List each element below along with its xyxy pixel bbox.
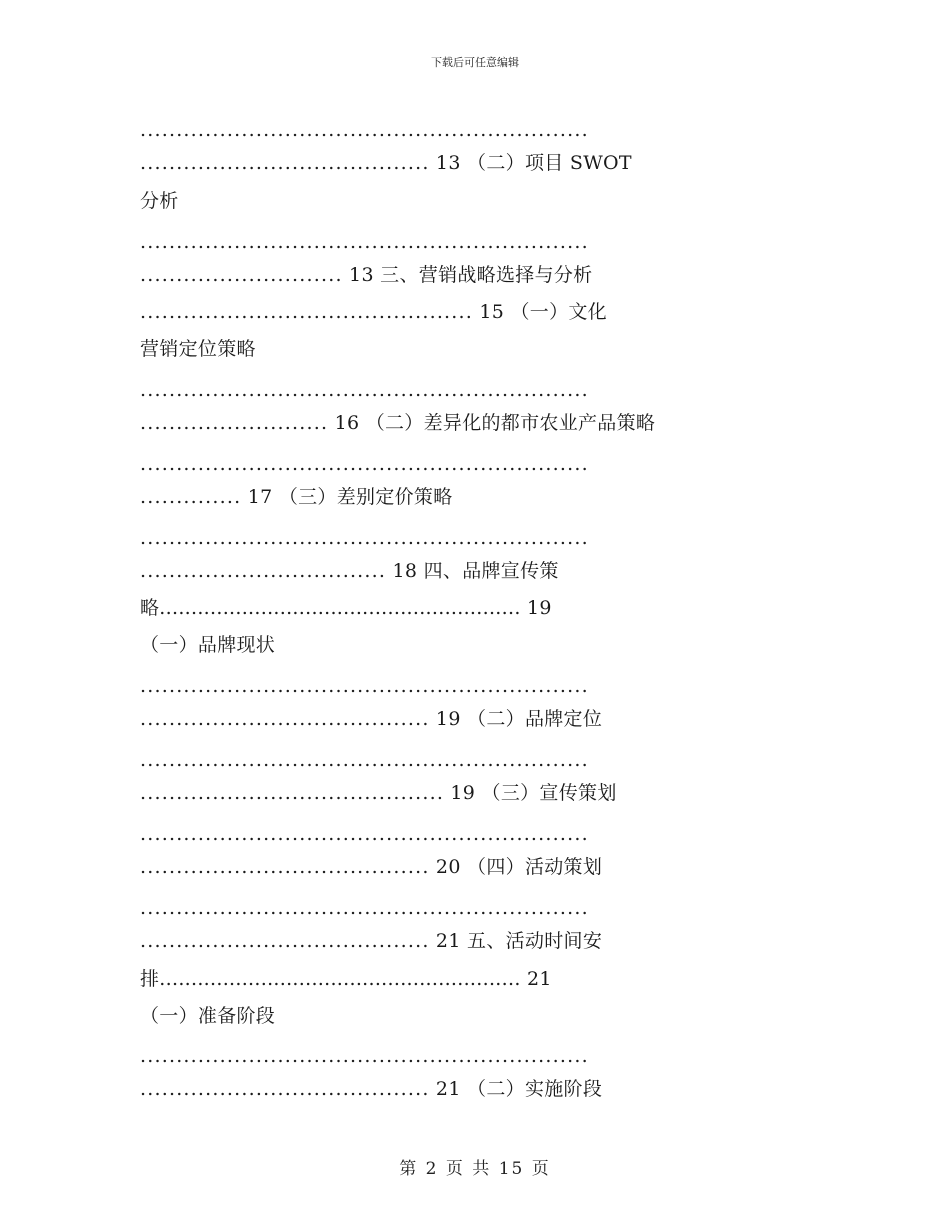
toc-line xyxy=(140,337,820,361)
toc-line xyxy=(140,378,820,402)
toc-entry-text: 13 三、营销战略选择与分析 xyxy=(342,264,593,286)
toc-dot-leader: ........................................ xyxy=(140,930,430,952)
toc-line xyxy=(140,633,820,657)
toc-entry-text: 20 （四）活动策划 xyxy=(429,856,603,878)
toc-dot-leader: .............................................................. xyxy=(140,749,589,771)
toc-line xyxy=(140,967,820,991)
toc-entry-text: 19 （二）品牌定位 xyxy=(429,708,603,730)
page-footer: 第 2 页 共 15 页 xyxy=(399,1159,551,1179)
toc-entry-text: 21 （二）实施阶段 xyxy=(429,1078,603,1100)
toc-dot-leader: ........................................ xyxy=(140,856,430,878)
toc-line xyxy=(140,1044,820,1068)
toc-line xyxy=(140,1004,820,1028)
toc-dot-leader: ........................................ xyxy=(140,1078,430,1100)
toc-dot-leader: .............................................................. xyxy=(140,527,589,549)
toc-dot-leader: .......................................... xyxy=(140,782,445,804)
toc-dot-leader: .............................................................. xyxy=(140,897,589,919)
page-header: 下载后可任意编辑 xyxy=(431,56,519,69)
toc-line xyxy=(140,526,820,550)
toc-line xyxy=(140,151,820,175)
toc-line xyxy=(140,485,820,509)
toc-entry-text: 19 （三）宣传策划 xyxy=(444,782,617,804)
toc-line xyxy=(140,929,820,953)
toc-entry-text: 13 （二）项目 SWOT xyxy=(429,152,632,174)
toc-line xyxy=(140,855,820,879)
toc-entry-text: 17 （三）差别定价策略 xyxy=(241,486,453,508)
toc-line xyxy=(140,781,820,805)
toc-entry-text: （一）准备阶段 xyxy=(140,1005,276,1027)
toc-line xyxy=(140,674,820,698)
toc-line xyxy=(140,707,820,731)
toc-dot-leader: ........................................ xyxy=(140,152,430,174)
toc-line xyxy=(140,748,820,772)
toc-dot-leader: .............................................................. xyxy=(140,119,589,141)
toc-line xyxy=(140,596,820,620)
toc-entry-text: 略......................................................... 19 xyxy=(140,597,552,619)
toc-dot-leader: .............................................................. xyxy=(140,231,589,253)
toc-entry-text: 分析 xyxy=(140,190,179,212)
toc-line xyxy=(140,118,820,142)
toc-dot-leader: ............................ xyxy=(140,264,343,286)
toc-dot-leader: .............................................................. xyxy=(140,379,589,401)
toc-dot-leader: .............................................................. xyxy=(140,453,589,475)
toc-line xyxy=(140,822,820,846)
toc-dot-leader: .............................................................. xyxy=(140,675,589,697)
toc-dot-leader: ........................................ xyxy=(140,708,430,730)
toc-line xyxy=(140,411,820,435)
toc-line xyxy=(140,1077,820,1101)
toc-dot-leader: .............................................................. xyxy=(140,823,589,845)
toc-line xyxy=(140,559,820,583)
toc-entry-text: 营销定位策略 xyxy=(140,338,256,360)
toc-entry-text: 16 （二）差异化的都市农业产品策略 xyxy=(328,412,656,434)
toc-dot-leader: .............................................................. xyxy=(140,1045,589,1067)
toc-line xyxy=(140,263,820,287)
toc-line xyxy=(140,300,820,324)
toc-dot-leader: .............................................. xyxy=(140,301,474,323)
toc-dot-leader: .......................... xyxy=(140,412,329,434)
toc-entry-text: 18 四、品牌宣传策 xyxy=(386,560,559,582)
toc-line xyxy=(140,896,820,920)
toc-entry-text: 排......................................................... 21 xyxy=(140,968,552,990)
toc-entry-text: （一）品牌现状 xyxy=(140,634,276,656)
toc-line xyxy=(140,189,820,213)
toc-entry-text: 21 五、活动时间安 xyxy=(429,930,603,952)
toc-dot-leader: .................................. xyxy=(140,560,387,582)
toc-line xyxy=(140,230,820,254)
toc-entry-text: 15 （一）文化 xyxy=(473,301,607,323)
toc-dot-leader: .............. xyxy=(140,486,242,508)
toc-line xyxy=(140,452,820,476)
